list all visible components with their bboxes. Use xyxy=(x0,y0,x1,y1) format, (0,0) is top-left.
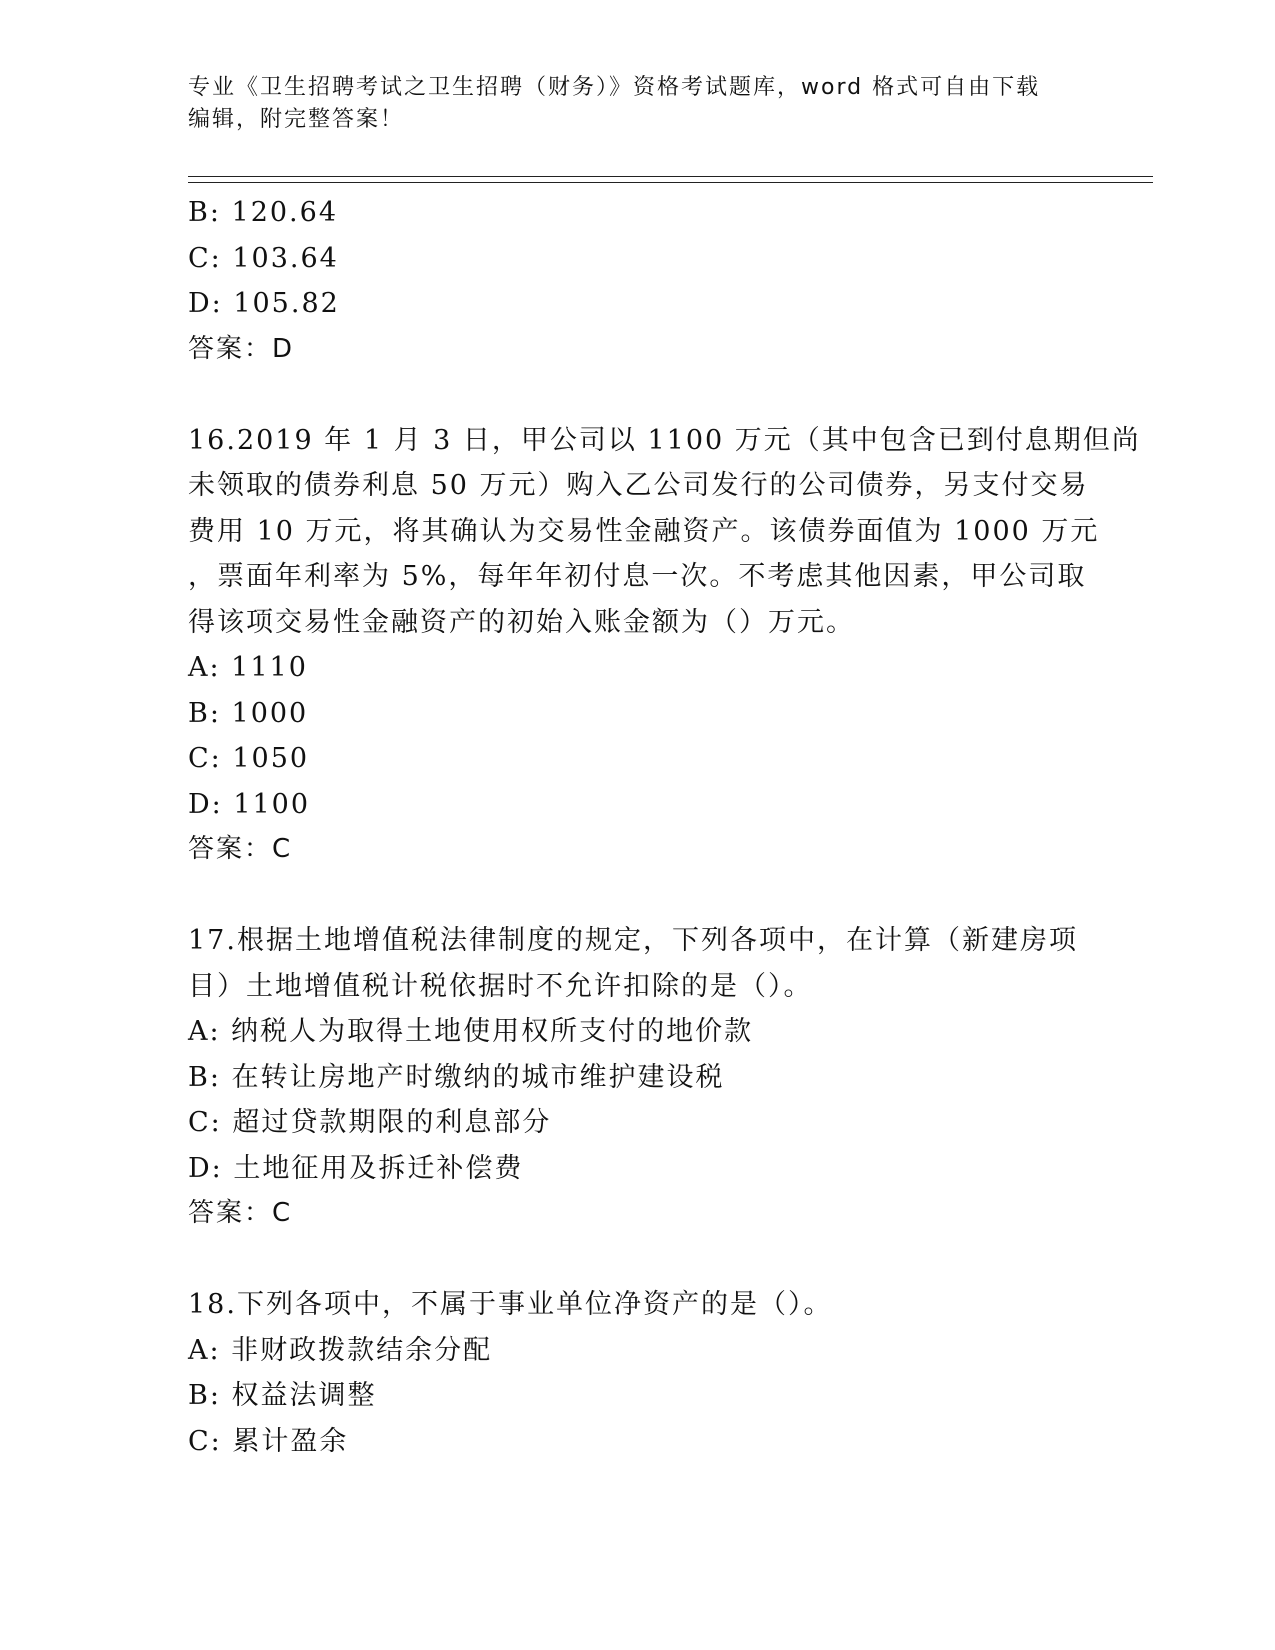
option-b: B: 权益法调整 xyxy=(188,1380,377,1411)
option-c: C: 103.64 xyxy=(188,242,339,274)
header-line-1: 专业《卫生招聘考试之卫生招聘（财务）》资格考试题库，word 格式可自由下载 xyxy=(188,75,1041,100)
question-stem-line: 17.根据土地增值税法律制度的规定，下列各项中，在计算（新建房项 xyxy=(188,925,1078,956)
question-16 xyxy=(188,418,1141,873)
spacer xyxy=(188,873,1088,919)
document-header xyxy=(188,72,1068,136)
header-rule-bottom xyxy=(188,182,1153,183)
option-b: B: 在转让房地产时缴纳的城市维护建设税 xyxy=(188,1061,725,1093)
option-a: A: 1110 xyxy=(188,652,308,683)
question-stem-line: 费用 10 万元，将其确认为交易性金融资产。该债券面值为 1000 万元 xyxy=(188,515,1100,547)
option-d: D: 土地征用及拆迁补偿费 xyxy=(188,1152,524,1184)
option-b: B: 120.64 xyxy=(188,197,338,228)
question-18 xyxy=(188,1282,1088,1464)
option-a: A: 非财政拨款结余分配 xyxy=(188,1334,493,1366)
option-c: C: 累计盈余 xyxy=(188,1425,349,1457)
answer: 答案：C xyxy=(188,1198,293,1228)
header-rule-top xyxy=(188,176,1153,177)
option-c: C: 超过贷款期限的利息部分 xyxy=(188,1107,552,1138)
option-d: D: 105.82 xyxy=(188,288,340,319)
option-c: C: 1050 xyxy=(188,743,310,774)
question-stem-line: 得该项交易性金融资产的初始入账金额为（）万元。 xyxy=(188,606,855,638)
question-stem-line: 16.2019 年 1 月 3 日，甲公司以 1100 万元（其中包含已到付息期但尚 xyxy=(188,424,1141,456)
question-15 xyxy=(188,190,1088,372)
question-list xyxy=(188,190,1141,1464)
option-b: B: 1000 xyxy=(188,697,309,729)
question-stem-line: 目）土地增值税计税依据时不允许扣除的是（）。 xyxy=(188,970,813,1002)
question-stem-line: 未领取的债券利息 50 万元）购入乙公司发行的公司债券，另支付交易 xyxy=(188,470,1089,501)
option-d: D: 1100 xyxy=(188,788,311,820)
question-17 xyxy=(188,918,1088,1237)
spacer xyxy=(188,372,1088,418)
header-line-2: 编辑，附完整答案！ xyxy=(188,107,405,132)
question-stem-line: ，票面年利率为 5%，每年年初付息一次。不考虑其他因素，甲公司取 xyxy=(188,561,1087,592)
answer: 答案：C xyxy=(188,834,293,864)
answer: 答案：D xyxy=(188,333,295,364)
spacer xyxy=(188,1237,1088,1283)
question-stem-line: 18.下列各项中，不属于事业单位净资产的是（）。 xyxy=(188,1289,833,1320)
option-a: A: 纳税人为取得土地使用权所支付的地价款 xyxy=(188,1016,754,1047)
